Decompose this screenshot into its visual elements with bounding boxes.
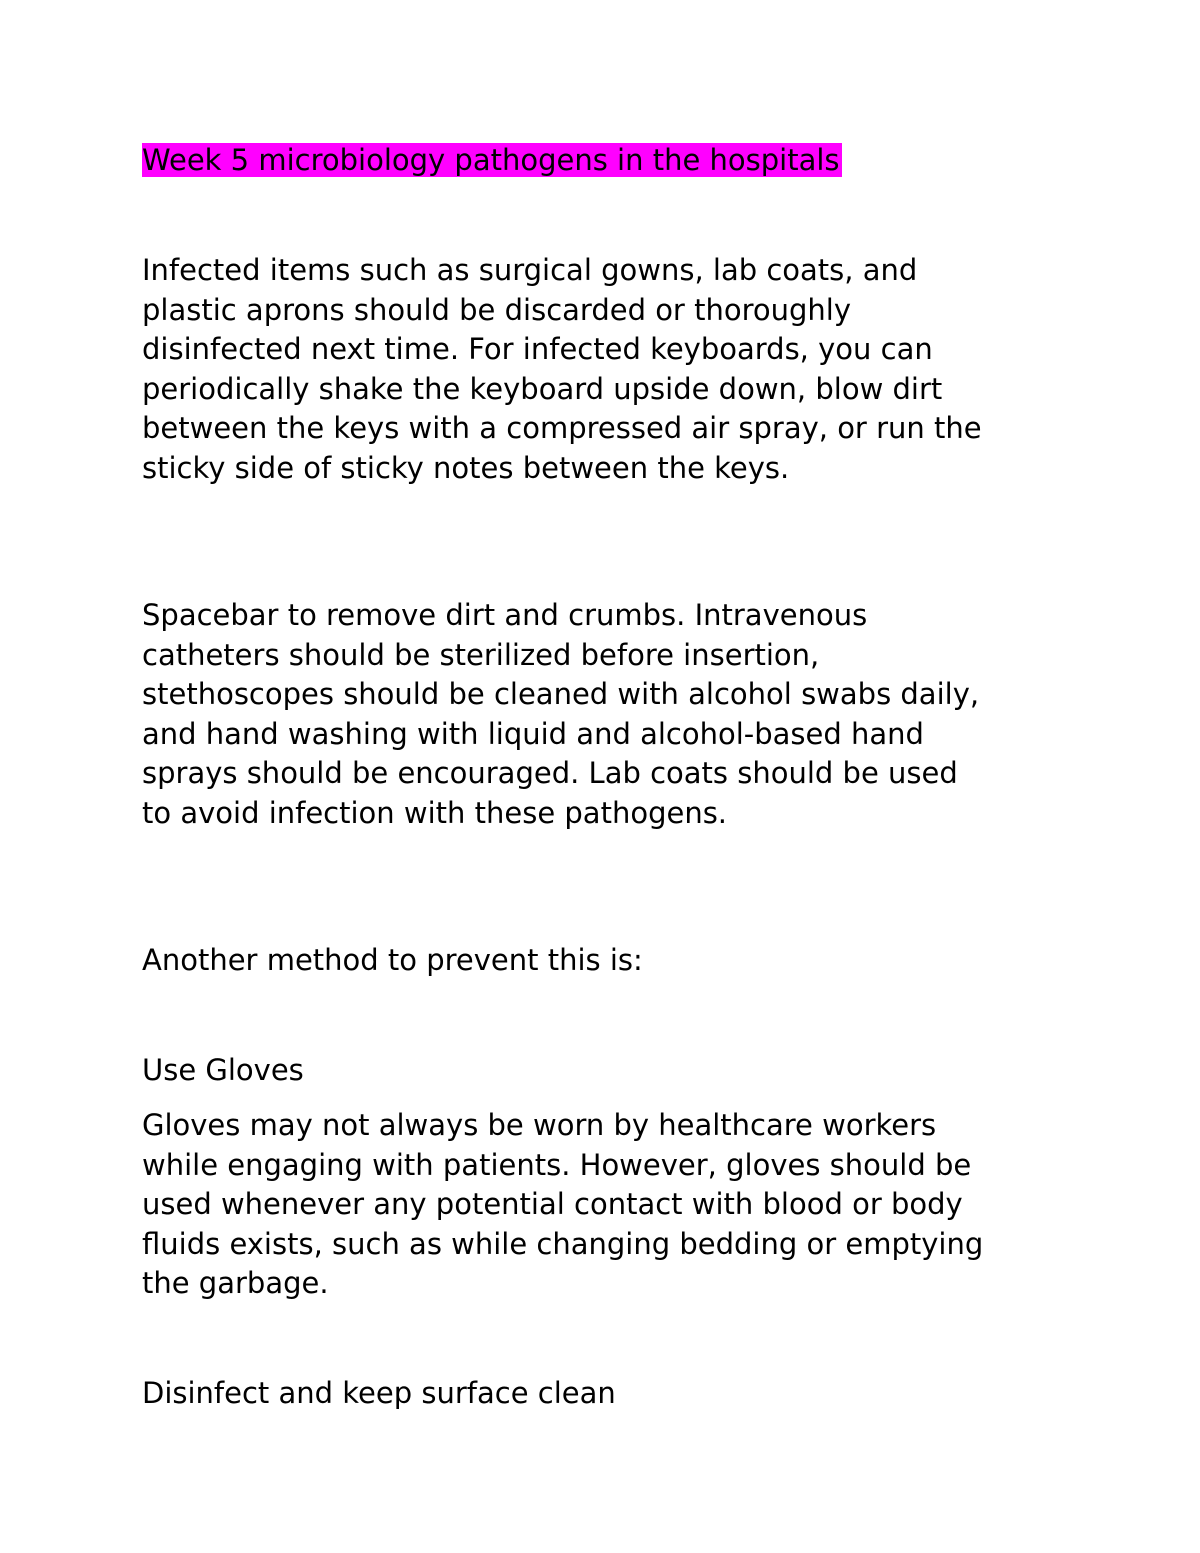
spacer bbox=[142, 488, 1062, 596]
spacer bbox=[142, 1090, 1062, 1106]
heading-disinfect: Disinfect and keep surface clean bbox=[142, 1375, 616, 1410]
spacer bbox=[142, 981, 1062, 1051]
page-title: Week 5 microbiology pathogens in the hospitals bbox=[142, 143, 840, 177]
title-line bbox=[142, 141, 1062, 181]
paragraph-gloves: Gloves may not always be worn by healthcare workers while engaging with patients. However, gloves should be used whenever any potential contact with blood or body fluids exists, such as while changing bedding or emptying the garbage. bbox=[142, 1108, 984, 1300]
spacer bbox=[142, 181, 1062, 251]
paragraph-spacebar: Spacebar to remove dirt and crumbs. Intravenous catheters should be sterilized before insertion, stethoscopes should be cleaned with alcohol swabs daily, and hand washing with liquid and alcohol-based hand sprays should be encouraged. Lab coats should be used to avoid infection with these pathogens. bbox=[142, 598, 980, 830]
heading-use-gloves: Use Gloves bbox=[142, 1052, 304, 1087]
spacer bbox=[142, 833, 1062, 941]
paragraph-infected-items: Infected items such as surgical gowns, lab coats, and plastic aprons should be discarded or thoroughly disinfected next time. For infected keyboards, you can periodically shake the keyboard upside down, blow dirt between the keys with a compressed air spray, or run the sticky side of sticky notes between the keys. bbox=[142, 253, 982, 485]
paragraph-another-method: Another method to prevent this is: bbox=[142, 943, 643, 977]
document-body bbox=[142, 141, 1062, 1413]
spacer bbox=[142, 1304, 1062, 1374]
